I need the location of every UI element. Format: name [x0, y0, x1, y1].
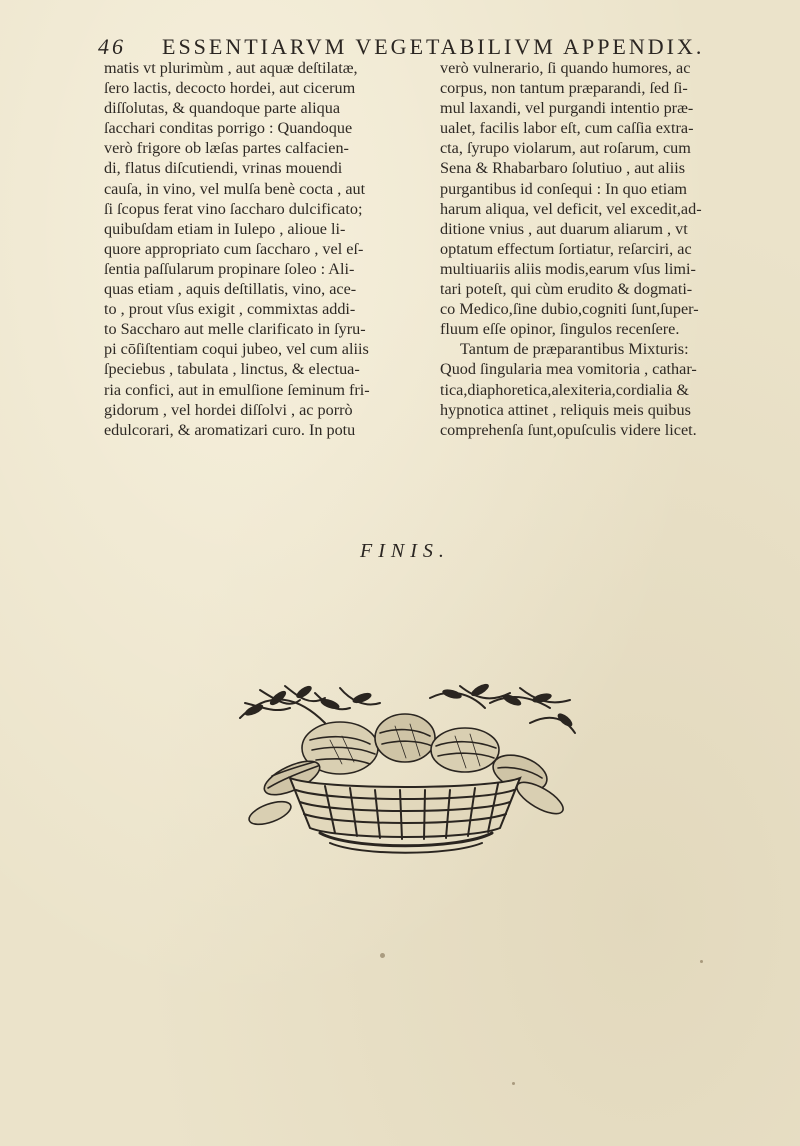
text-line: matis vt plurimùm , aut aquæ deſtilatæ,: [104, 59, 358, 77]
text-line: ria confici, aut in emulſione ſeminum fri-: [104, 380, 370, 399]
text-line: diſſolutas, & quandoque parte aliqua: [104, 99, 341, 118]
text-line: ſero lactis, decocto hordei, aut cicerum: [104, 79, 356, 98]
text-line: optatum effectum ſortiatur, reſarciri, ac: [440, 239, 692, 258]
text-line: to Saccharo aut melle clarificato in ſyru-: [104, 320, 366, 339]
ink-speck: [700, 960, 703, 963]
text-line: edulcorari, & aromatizari curo. In potu: [104, 420, 356, 439]
right-text-column: [440, 58, 790, 440]
basket-of-fruit-woodcut-icon: [230, 678, 580, 858]
text-line: di, flatus diſcutiendi, vrinas mouendi: [104, 159, 343, 178]
running-title: ESSENTIARVM VEGETABILIVM APPENDIX.: [162, 34, 705, 59]
text-line: multiuariis aliis modis,earum vſus limi-: [440, 259, 696, 278]
text-line: cauſa, in vino, vel mulſa benè cocta , aut: [104, 179, 366, 198]
ink-speck: [380, 953, 385, 958]
text-line: comprehenſa ſunt,opuſculis videre licet.: [440, 420, 697, 439]
text-line: ſpeciebus , tabulata , linctus, & electua-: [104, 360, 360, 379]
text-line: fluum eſſe opinor, ſingulos recenſere.: [440, 320, 680, 339]
text-line: quas etiam , aquis deſtillatis, vino, ace-: [104, 280, 357, 299]
text-line: harum aliqua, vel deficit, vel excedit,ad-: [440, 199, 702, 218]
text-line: gidorum , vel hordei diſſolvi , ac porrò: [104, 400, 353, 419]
text-line: quibuſdam etiam in Iulepo , alioue li-: [104, 219, 346, 238]
text-line: Sena & Rhabarbaro ſolutiuo , aut aliis: [440, 159, 686, 178]
text-line: mul laxandi, vel purgandi intentio præ-: [440, 99, 694, 118]
paragraph-start-line: Tantum de præparantibus Mixturis:: [460, 340, 689, 359]
text-line: co Medico,ſine dubio,cogniti ſunt,ſuper-: [440, 300, 699, 319]
text-line: cta, ſyrupo violarum, aut roſarum, cum: [440, 139, 691, 158]
text-line: verò vulnerario, ſi quando humores, ac: [440, 59, 691, 77]
text-line: quore appropriato cum ſaccharo , vel eſ-: [104, 239, 364, 258]
text-line: ſentia paſſularum propinare ſoleo : Ali-: [104, 259, 355, 278]
text-line: to , prout vſus exigit , commixtas addi-: [104, 300, 356, 319]
text-line: hypnotica attinet , reliquis meis quibus: [440, 400, 691, 419]
finis-colophon: FINIS.: [360, 540, 450, 562]
text-line: ditione vnius , aut duarum aliarum , vt: [440, 219, 688, 238]
page-number: 46: [98, 34, 126, 59]
text-line: tari poteſt, qui cùm erudito & dogmati-: [440, 280, 693, 299]
text-line: Quod ſingularia mea vomitoria , cathar-: [440, 360, 697, 379]
text-line: purgantibus id conſequi : In quo etiam: [440, 179, 687, 198]
text-line: ſi ſcopus ferat vino ſaccharo dulcificato;: [104, 199, 363, 218]
text-line: corpus, non tantum præparandi, ſed ſi-: [440, 79, 688, 98]
text-line: pi cōſiſtentiam coqui jubeo, vel cum aliis: [104, 340, 369, 359]
text-line: verò frigore ob læſas partes calfacien-: [104, 139, 349, 158]
left-text-column: [104, 58, 426, 440]
text-line: tica,diaphoretica,alexiteria,cordialia &: [440, 380, 689, 399]
ink-speck: [512, 1082, 515, 1085]
text-line: ſacchari conditas porrigo : Quandoque: [104, 119, 353, 138]
text-line: ualet, facilis labor eſt, cum caſſia extra-: [440, 119, 694, 138]
